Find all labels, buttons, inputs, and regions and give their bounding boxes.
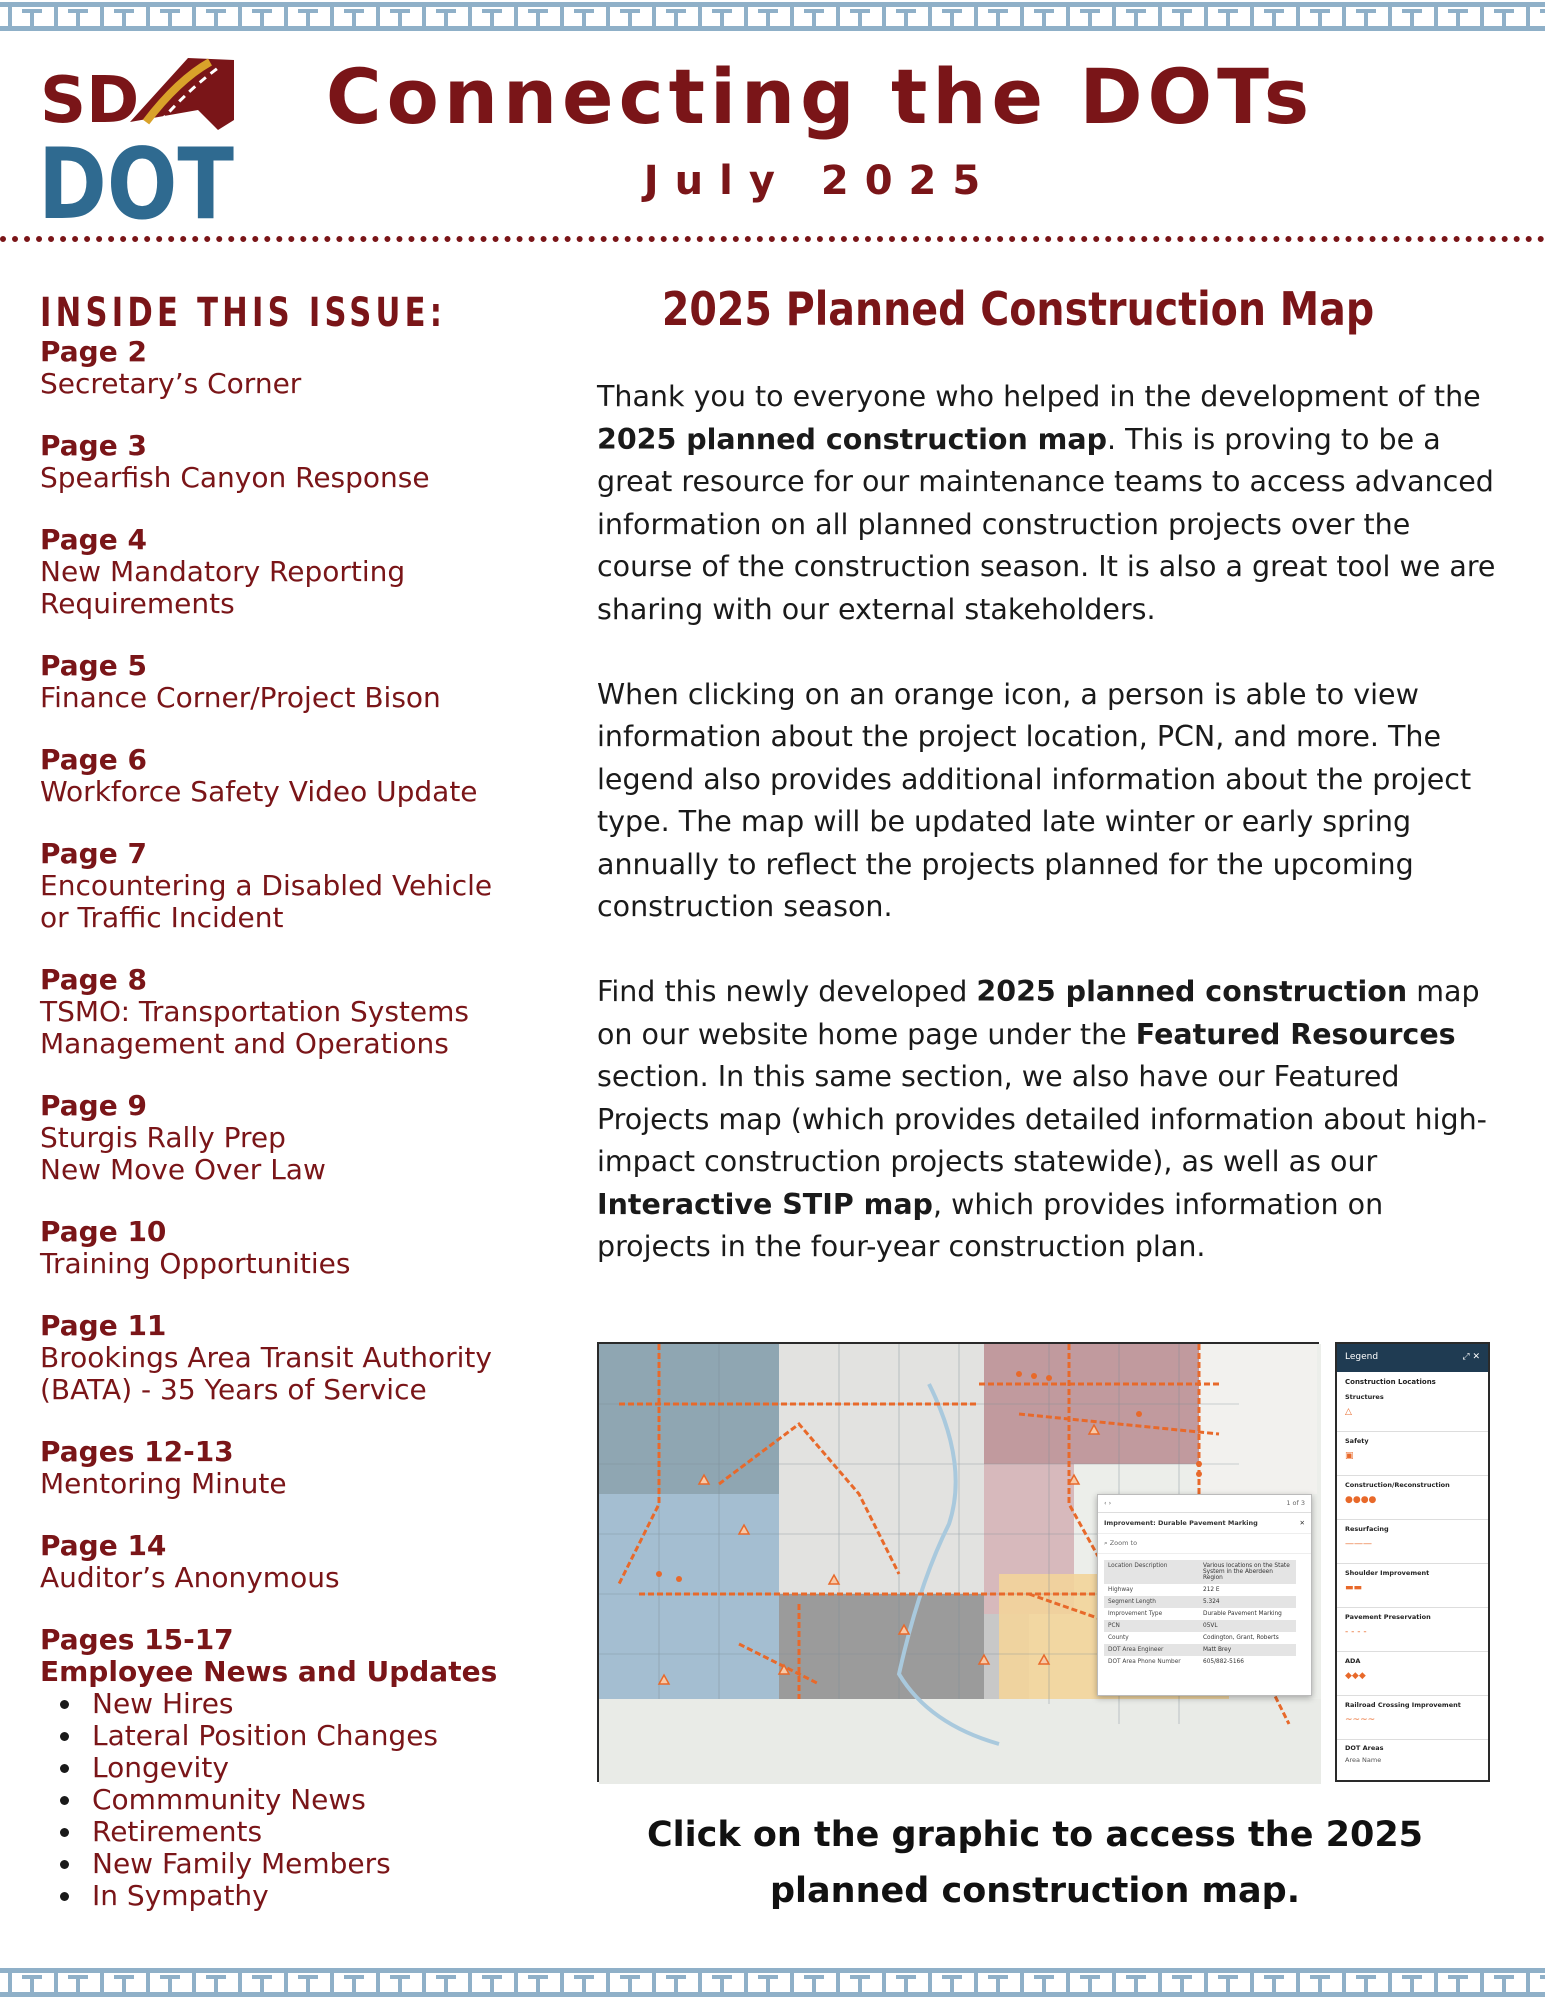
sidebar-heading: INSIDE THIS ISSUE: xyxy=(40,290,447,336)
popup-title: Improvement: Durable Pavement Marking xyxy=(1104,1519,1258,1527)
popup-attribute-table xyxy=(1104,1560,1296,1668)
toc-entry[interactable] xyxy=(40,524,520,620)
employee-news-item: New Hires xyxy=(52,1688,520,1720)
legend-areas-label: DOT Areas xyxy=(1345,1744,1384,1752)
toc-entry[interactable] xyxy=(40,964,520,1060)
toc-page-number: Page 7 xyxy=(40,837,147,870)
toc-article-title: Training Opportunities xyxy=(40,1247,351,1280)
toc-entry[interactable] xyxy=(40,1436,520,1500)
toc-article-title: New Mandatory Reporting Requirements xyxy=(40,555,406,620)
bullet-icon xyxy=(60,1828,69,1837)
bullet-icon xyxy=(60,1764,69,1773)
legend-dot-areas xyxy=(1337,1740,1488,1768)
legend-item: Construction/Reconstruction ●●●● xyxy=(1337,1476,1488,1520)
employee-news-item: Lateral Position Changes xyxy=(52,1720,520,1752)
toc-entry-employee-news[interactable] xyxy=(40,1624,520,1912)
toc-page-number: Pages 12-13 xyxy=(40,1435,234,1468)
legend-symbol-icon: ◆◆◆ xyxy=(1345,1671,1366,1681)
popup-zoom-to[interactable]: ⌕ Zoom to xyxy=(1098,1534,1311,1554)
popup-row: Segment Length 5.324 xyxy=(1104,1596,1296,1608)
toc-page-number: Page 3 xyxy=(40,429,147,462)
popup-row: Highway 212 E xyxy=(1108,1587,1220,1593)
popup-row: Improvement Type Durable Pavement Marking xyxy=(1108,1611,1282,1617)
employee-news-item: In Sympathy xyxy=(52,1880,520,1912)
map-popup xyxy=(1097,1494,1312,1696)
map-link-caption[interactable]: Click on the graphic to access the 2025 planned construction map. xyxy=(646,1815,1424,1911)
toc-article-title: Brookings Area Transit Authority (BATA) - 35 Years of Service xyxy=(40,1341,492,1406)
toc-article-title: Sturgis Rally Prep xyxy=(40,1121,286,1154)
article-body xyxy=(597,376,1497,1311)
legend-symbol-icon: - - - - xyxy=(1345,1627,1367,1637)
legend-item: ADA ◆◆◆ xyxy=(1337,1652,1488,1696)
toc-entry[interactable] xyxy=(40,336,520,400)
legend-header-title: Legend xyxy=(1345,1352,1379,1362)
legend-item: Safety ▣ xyxy=(1337,1432,1488,1476)
legend-areas-sub: Area Name xyxy=(1345,1756,1382,1764)
employee-news-list xyxy=(52,1688,520,1912)
toc-entry[interactable] xyxy=(40,1216,520,1280)
inside-this-issue-sidebar xyxy=(40,290,520,1942)
toc-page-number: Page 4 xyxy=(40,523,147,556)
article-paragraph-2: When clicking on an orange icon, a person is able to view information about the project location, PCN, and more. The legend also provides additional information about the project type. The map will be updated late winter or early spring annually to reflect the projects planned for the upcoming construction season. xyxy=(597,677,1472,923)
toc-article-title: Finance Corner/Project Bison xyxy=(40,681,441,714)
legend-item: Structures △ xyxy=(1337,1388,1488,1432)
legend-symbol-icon: ▣ xyxy=(1345,1451,1354,1461)
map-legend[interactable] xyxy=(1335,1342,1490,1782)
popup-row: Location Description Various locations on the State System in the Aberdeen Region xyxy=(1104,1560,1296,1584)
toc-page-number: Pages 15-17 xyxy=(40,1623,234,1656)
toc-page-number: Page 2 xyxy=(40,335,147,368)
legend-item: Pavement Preservation - - - - xyxy=(1337,1608,1488,1652)
popup-title-bar xyxy=(1098,1513,1311,1534)
popup-nav xyxy=(1098,1495,1311,1513)
legend-item: Resurfacing ——— xyxy=(1337,1520,1488,1564)
popup-row: DOT Area Engineer Matt Brey xyxy=(1104,1644,1296,1656)
toc-page-number: Page 5 xyxy=(40,649,147,682)
legend-window-icons[interactable]: ⤢ ✕ xyxy=(1462,1352,1480,1362)
toc-article-title: Secretary’s Corner xyxy=(40,367,302,400)
employee-news-item: Retirements xyxy=(52,1816,520,1848)
toc-entry[interactable] xyxy=(40,1530,520,1594)
legend-item: Railroad Crossing Improvement ~~~~ xyxy=(1337,1696,1488,1740)
legend-symbol-icon: ▬▬ xyxy=(1345,1583,1363,1593)
popup-nav-arrows-icon[interactable]: ‹ › xyxy=(1104,1499,1112,1507)
close-icon[interactable]: ✕ xyxy=(1299,1519,1305,1527)
toc-list xyxy=(40,336,520,1594)
article-paragraph-3: Find this newly developed 2025 planned construction map on our website home page under the Featured Resources section. In this same section, we also have our Featured Projects map (which provides detailed information about high-impact construction projects statewide), as well as our Interactive STIP map, which provides information on projects in the four-year construction plan. xyxy=(597,975,1487,1263)
bottom-border-pattern xyxy=(0,1966,1545,2000)
legend-header xyxy=(1337,1344,1488,1372)
sddot-logo xyxy=(38,50,238,242)
legend-items xyxy=(1337,1388,1488,1740)
toc-page-number: Page 11 xyxy=(40,1309,167,1342)
toc-entry[interactable] xyxy=(40,744,520,808)
logo-line2: DOT xyxy=(38,128,235,242)
popup-pager: 1 of 3 xyxy=(1286,1499,1305,1507)
legend-item: Shoulder Improvement ▬▬ xyxy=(1337,1564,1488,1608)
toc-article-title: Mentoring Minute xyxy=(40,1467,287,1500)
toc-article-title: Auditor’s Anonymous xyxy=(40,1561,340,1594)
toc-article-title: Spearfish Canyon Response xyxy=(40,461,430,494)
popup-row: County Codington, Grant, Roberts xyxy=(1108,1635,1279,1641)
logo-line1: SD xyxy=(40,64,140,138)
bullet-icon xyxy=(60,1892,69,1901)
construction-map-graphic[interactable] xyxy=(597,1342,1319,1782)
issue-date: July 2025 xyxy=(643,158,997,204)
toc-entry[interactable] xyxy=(40,1090,520,1186)
toc-article-title: New Move Over Law xyxy=(40,1153,326,1186)
toc-article-title: TSMO: Transportation Systems Management and Operations xyxy=(40,995,469,1060)
toc-page-number: Page 9 xyxy=(40,1089,147,1122)
toc-section-title: Employee News and Updates xyxy=(40,1655,498,1688)
top-border-pattern xyxy=(0,0,1545,34)
toc-entry[interactable] xyxy=(40,430,520,494)
toc-page-number: Page 6 xyxy=(40,743,147,776)
toc-page-number: Page 10 xyxy=(40,1215,167,1248)
employee-news-item: Longevity xyxy=(52,1752,520,1784)
legend-symbol-icon: ●●●● xyxy=(1345,1495,1377,1505)
popup-row: DOT Area Phone Number 605/882-5166 xyxy=(1108,1659,1244,1665)
masthead-divider xyxy=(0,236,1545,242)
toc-article-title: Encountering a Disabled Vehicle or Traffic Incident xyxy=(40,869,493,934)
toc-page-number: Page 8 xyxy=(40,963,147,996)
zoom-icon: ⌕ xyxy=(1104,1539,1110,1547)
legend-symbol-icon: △ xyxy=(1345,1407,1352,1417)
bullet-icon xyxy=(60,1796,69,1805)
legend-section-title: Construction Locations xyxy=(1345,1378,1436,1386)
toc-article-title: Workforce Safety Video Update xyxy=(40,775,478,808)
bullet-icon xyxy=(60,1860,69,1869)
employee-news-item: New Family Members xyxy=(52,1848,520,1880)
newsletter-title: Connecting the DOTs xyxy=(325,52,1315,141)
toc-page-number: Page 14 xyxy=(40,1529,167,1562)
toc-entry[interactable] xyxy=(40,650,520,714)
article-title: 2025 Planned Construction Map xyxy=(661,282,1375,336)
bullet-icon xyxy=(60,1700,69,1709)
popup-row: PCN 05VL xyxy=(1104,1620,1296,1632)
article-paragraph-1: Thank you to everyone who helped in the development of the 2025 planned construction map. This is proving to be a great resource for our maintenance teams to access advanced information on all planned construction projects over the course of the construction season. It is also a great tool we are sharing with our external stakeholders. xyxy=(597,380,1496,626)
toc-entry[interactable] xyxy=(40,838,520,934)
bullet-icon xyxy=(60,1732,69,1741)
legend-symbol-icon: ~~~~ xyxy=(1345,1715,1376,1725)
toc-entry[interactable] xyxy=(40,1310,520,1406)
employee-news-item: Commmunity News xyxy=(52,1784,520,1816)
legend-symbol-icon: ——— xyxy=(1345,1539,1372,1549)
